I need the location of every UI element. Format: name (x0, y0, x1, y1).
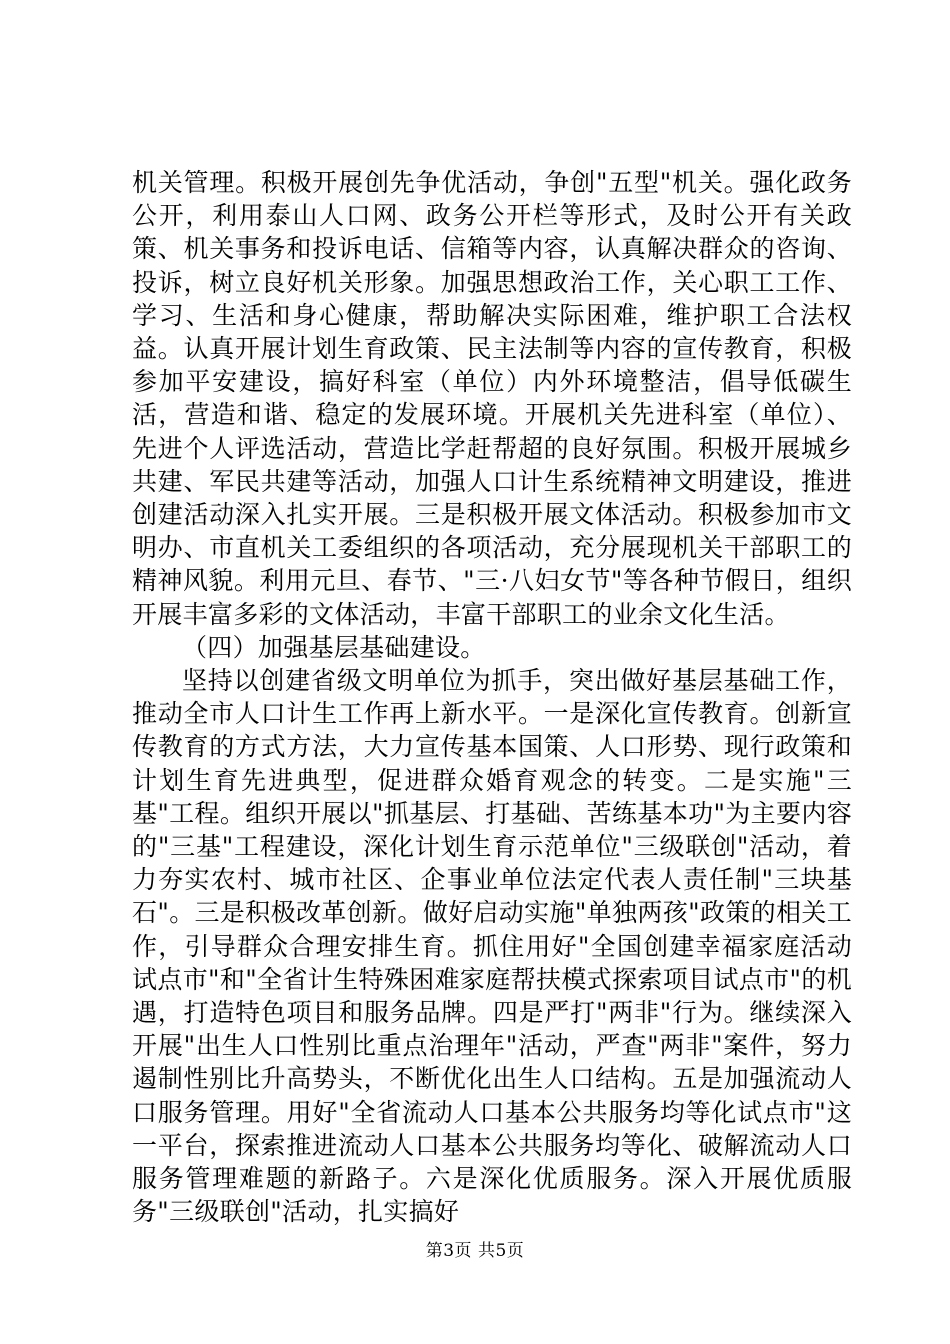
body-text (132, 166, 852, 1229)
paragraph-continuation: 机关管理。积极开展创先争优活动，争创"五型"机关。强化政务公开，利用泰山人口网、政务公开栏等形式，及时公开有关政策、机关事务和投诉电话、信箱等内容，认真解决群众的咨询、投诉，树立良好机关形象。加强思想政治工作，关心职工工作、学习、生活和身心健康，帮助解决实际困难，维护职工合法权益。认真开展计划生育政策、民主法制等内容的宣传教育，积极参加平安建设，搞好科室（单位）内外环境整洁，倡导低碳生活，营造和谐、稳定的发展环境。开展机关先进科室（单位）、先进个人评选活动，营造比学赶帮超的良好氛围。积极开展城乡共建、军民共建等活动，加强人口计生系统精神文明建设，推进创建活动深入扎实开展。三是积极开展文体活动。积极参加市文明办、市直机关工委组织的各项活动，充分展现机关干部职工的精神风貌。利用元旦、春节、"三·八妇女节"等各种节假日，组织开展丰富多彩的文体活动，丰富干部职工的业余文化生活。 (132, 168, 852, 629)
paragraph-body: 坚持以创建省级文明单位为抓手，突出做好基层基础工作，推动全市人口计生工作再上新水平。一是深化宣传教育。创新宣传教育的方式方法，大力宣传基本国策、人口形势、现行政策和计划生育先进典型，促进群众婚育观念的转变。二是实施"三基"工程。组织开展以"抓基层、打基础、苦练基本功"为主要内容的"三基"工程建设，深化计划生育示范单位"三级联创"活动，着力夯实农村、城市社区、企事业单位法定代表人责任制"三块基石"。三是积极改革创新。做好启动实施"单独两孩"政策的相关工作，引导群众合理安排生育。抓住用好"全国创建幸福家庭活动试点市"和"全省计生特殊困难家庭帮扶模式探索项目试点市"的机遇，打造特色项目和服务品牌。四是严打"两非"行为。继续深入开展"出生人口性别比重点治理年"活动，严查"两非"案件，努力遏制性别比升高势头，不断优化出生人口结构。五是加强流动人口服务管理。用好"全省流动人口基本公共服务均等化试点市"这一平台，探索推进流动人口基本公共服务均等化、破解流动人口服务管理难题的新路子。六是深化优质服务。深入开展优质服务"三级联创"活动，扎实搞好 (132, 666, 852, 1227)
page-number-footer: 第3页 共5页 (425, 1241, 525, 1261)
section-heading: （四）加强基层基础建设。 (182, 632, 486, 662)
